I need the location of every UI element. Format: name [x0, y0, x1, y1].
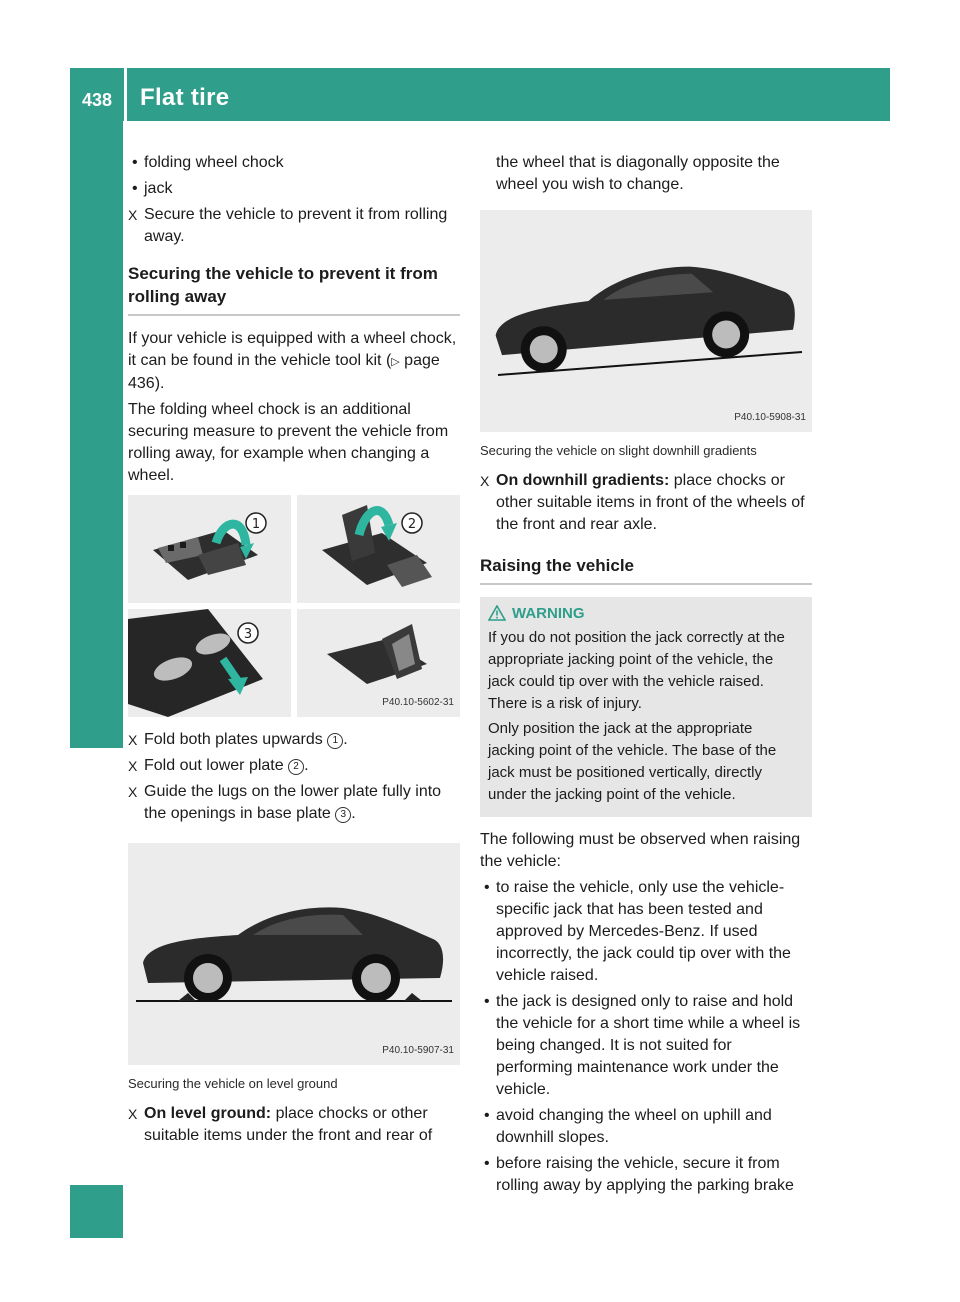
step-arrow-icon: X — [128, 1106, 138, 1122]
list-item: • the jack is designed only to raise and hold the vehicle for a short time while a wheel is being changed. It is not suited for performing maintenance work under the vehicle. — [480, 991, 812, 1101]
warning-title: WARNING — [512, 605, 585, 622]
paragraph: The folding wheel chock is an additional securing measure to prevent the vehicle from rolling away, for example when changing a wheel. — [128, 401, 449, 484]
subheading: Securing the vehicle to prevent it from rolling away — [128, 262, 460, 316]
step-text: place chocks or other suitable items under the front and rear of — [144, 1105, 433, 1144]
step-text: Secure the vehicle to prevent it from rolling away. — [144, 206, 448, 245]
list-item: • before raising the vehicle, secure it from rolling away by applying the parking brake — [480, 1153, 812, 1197]
left-column — [128, 152, 460, 1151]
chock-panel-3 — [128, 609, 291, 717]
callout-2: 2 — [407, 517, 417, 532]
step-text: Fold both plates upwards — [144, 731, 328, 748]
instruction-step — [480, 470, 812, 536]
step-text: Guide the lugs on the lower plate fully into the openings in base plate — [144, 783, 442, 822]
warning-box — [480, 597, 812, 817]
figure-code: P40.10-5602-31 — [382, 697, 454, 708]
chock-panel-2 — [297, 495, 460, 603]
list-item: • folding wheel chock — [128, 152, 460, 174]
instruction-step — [128, 204, 460, 248]
step-end: . — [351, 805, 356, 822]
step-arrow-icon: X — [128, 784, 138, 800]
step-arrow-icon: X — [128, 732, 138, 748]
step-label: On downhill gradients: — [496, 472, 670, 489]
list-item: • to raise the vehicle, only use the vehicle-specific jack that has been tested and approved by Mercedes-Benz. If used incorrectly, the jack could tip over with the vehicle raised. — [480, 877, 812, 987]
step-arrow-icon: X — [128, 758, 138, 774]
wheel-chock-figure — [128, 495, 460, 717]
ref-2-icon: 2 — [288, 759, 304, 775]
chock-panel-1 — [128, 495, 291, 603]
page-ref-arrow-icon: ▷ — [391, 356, 400, 368]
section-title: Flat tire — [140, 84, 230, 111]
paragraph: The following must be observed when raising the vehicle: — [480, 831, 801, 870]
downhill-figure — [480, 210, 812, 432]
paragraph — [128, 328, 460, 395]
warning-triangle-icon — [488, 605, 506, 621]
paragraph: the wheel that is diagonally opposite the wheel you wish to change. — [496, 154, 780, 193]
instruction-step — [128, 781, 460, 825]
step-text: place chocks or other suitable items in front of the wheels of the front and rear axle. — [496, 472, 805, 533]
step-label: On level ground: — [144, 1105, 272, 1122]
warning-text: If you do not position the jack correctly at the appropriate jacking point of the vehicle, the jack could tip over with the vehicle raised. There is a risk of injury. — [488, 629, 785, 712]
header-divider — [124, 68, 127, 121]
sidebar-block — [70, 1185, 123, 1238]
subheading: Raising the vehicle — [480, 554, 812, 585]
step-end: . — [304, 757, 309, 774]
figure-caption: Securing the vehicle on slight downhill gradients — [480, 443, 757, 458]
instruction-step — [128, 755, 460, 777]
sidebar-label-text: Breakdown assistance — [80, 461, 110, 748]
page-number: 438 — [81, 90, 113, 110]
instruction-step — [128, 729, 460, 751]
ref-1-icon: 1 — [327, 733, 343, 749]
step-arrow-icon: X — [480, 473, 490, 489]
chock-panel-4 — [297, 609, 460, 717]
warning-header — [488, 603, 802, 625]
level-ground-figure — [128, 843, 460, 1065]
list-item: • jack — [128, 178, 460, 200]
figure-code: P40.10-5907-31 — [382, 1045, 454, 1056]
right-column — [480, 152, 812, 1201]
paragraph-text: If your vehicle is equipped with a wheel chock, it can be found in the vehicle tool kit ( — [128, 330, 457, 369]
list-item: • avoid changing the wheel on uphill and downhill slopes. — [480, 1105, 812, 1149]
callout-3: 3 — [243, 627, 253, 642]
step-text: Fold out lower plate — [144, 757, 289, 774]
instruction-step — [128, 1103, 460, 1147]
ref-3-icon: 3 — [335, 807, 351, 823]
page-ref-link[interactable]: page 436). — [128, 352, 440, 392]
figure-code: P40.10-5908-31 — [734, 412, 806, 423]
figure-caption: Securing the vehicle on level ground — [128, 1076, 338, 1091]
warning-text: Only position the jack at the appropriate jacking point of the vehicle. The base of the jack must be positioned vertically, directly under the jacking point of the vehicle. — [488, 720, 777, 803]
step-arrow-icon: X — [128, 207, 138, 223]
step-end: . — [343, 731, 348, 748]
callout-1: 1 — [251, 517, 261, 532]
